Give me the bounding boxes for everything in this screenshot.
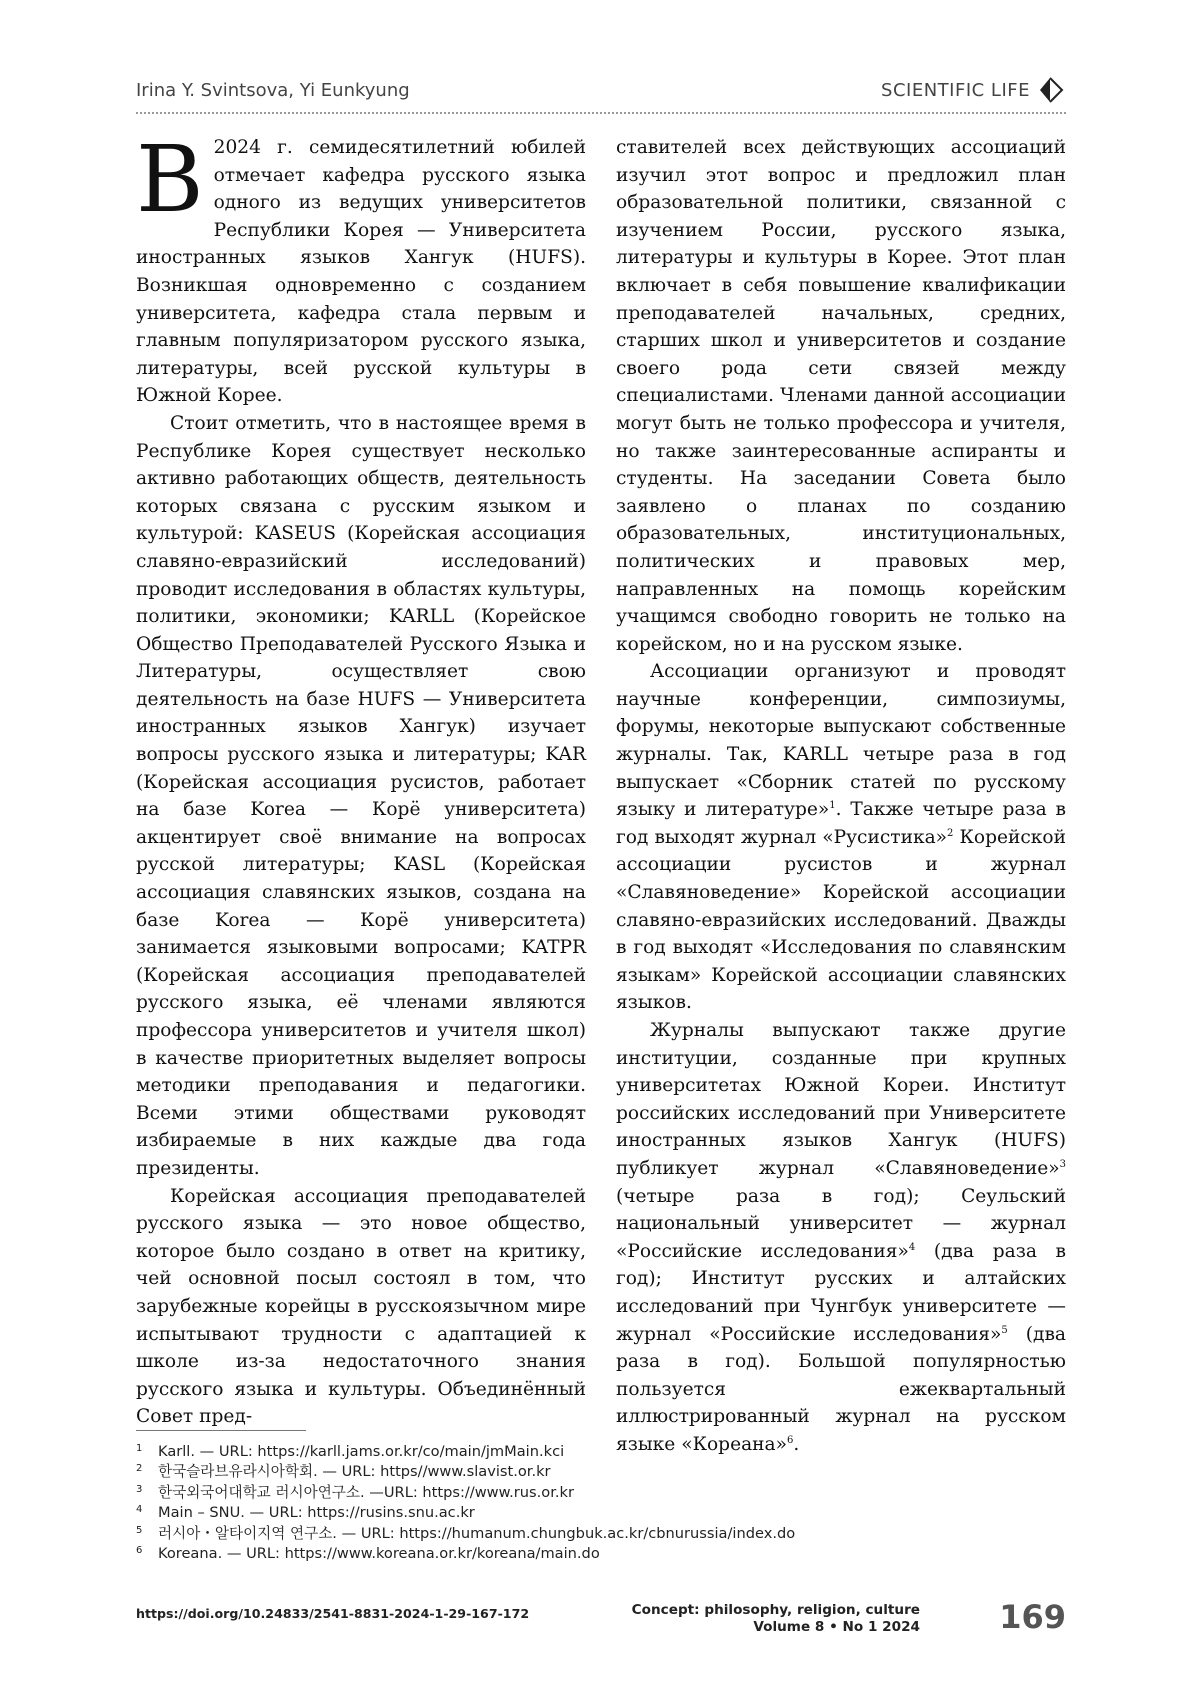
footnote-ref[interactable]: 5 <box>1001 1324 1008 1336</box>
header-divider <box>136 112 1066 114</box>
footnote-text[interactable]: Karll. — URL: https://karll.jams.or.kr/co/main/jmMain.kci <box>158 1443 565 1460</box>
footnote-ref[interactable]: 4 <box>908 1241 916 1253</box>
diamond-book-icon <box>1036 76 1066 104</box>
paragraph: Ассоциации организуют и проводят научные конференции, симпозиумы, форумы, некоторые выпускают собственные журналы. Так, KARLL четыре раза в год выпускает «Сборник статей по русскому языку и литературе»$^1$. Также четыре раза в год выходят журнал «Русистика»$^2$ Корейской ассоциации русистов и журнал «Славяноведение» Корейской ассоциации славяно-евразийских исследований. Дважды в год выходят «Исследования по славянским языкам» Корейской ассоциации славянских языков. <box>616 661 1066 1014</box>
footnote-number: 5 <box>136 1524 143 1536</box>
footnote <box>136 1544 1066 1564</box>
header-section-title: SCIENTIFIC LIFE <box>881 80 1030 101</box>
footnote <box>136 1442 1066 1462</box>
paragraph: Корейская ассоциация преподавателей русского языка — это новое общество, которое было создано в ответ на критику, чей основной посыл состоял в том, что зарубежные корейцы в русскоязычном мире испытывают трудности с адаптацией к школе из-за недостаточного знания русского языка и культуры. Объединённый Совет пред- <box>136 1185 586 1428</box>
running-header <box>136 76 1066 110</box>
footnote-text[interactable]: Koreana. — URL: https://www.koreana.or.kr/koreana/main.do <box>158 1545 600 1563</box>
footnote <box>136 1503 1066 1523</box>
footnote-ref[interactable]: 2 <box>947 827 954 839</box>
paragraph: В 2024 г. семидесятилетний юбилей отмечает кафедра русского языка одного из ведущих университетов Республики Корея — Университета иностранных языков Хангук (HUFS). Возникшая одновременно с созданием университета, кафедра стала первым и главным популяризатором русского языка, литературы, всей русской культуры в Южной Корее. <box>136 126 586 407</box>
doi-link[interactable]: https://doi.org/10.24833/2541-8831-2024-1-29-167-172 <box>136 1606 530 1621</box>
header-authors: Irina Y. Svintsova, Yi Eunkyung <box>136 80 410 101</box>
footnote-text[interactable]: Main – SNU. — URL: https://rusins.snu.ac.kr <box>158 1504 475 1522</box>
journal-info <box>540 1602 920 1636</box>
footnote-ref[interactable]: 1 <box>829 800 836 812</box>
footnote-number: 1 <box>136 1443 143 1454</box>
paragraph: ставителей всех действующих ассоциаций изучил этот вопрос и предложил план образовательной политики, связанной с изучением России, русского языка, литературы и культуры в Корее. Этот план включает в себя повышение квалификации преподавателей начальных, средних, старших школ и университетов и создание своего рода сети связей между специалистами. Членами данной ассоциации могут быть не только профессора и учителя, но также заинтересованные аспиранты и студенты. На заседании Совета было заявлено о планах по созданию образовательных, институциональных, политических и правовых мер, направленных на помощь корейским учащимся свободно говорить не только на корейском, но и на русском языке. <box>616 137 1066 655</box>
footnote-number: 3 <box>136 1483 143 1495</box>
footnote-text[interactable]: 한국슬라브유라시아학회. — URL: https//www.slavist.or.kr <box>158 1463 551 1481</box>
footnote-number: 6 <box>136 1545 143 1557</box>
footnote-number: 4 <box>136 1504 143 1516</box>
footnote-ref[interactable]: 6 <box>787 1434 794 1446</box>
footnote <box>136 1483 1066 1503</box>
journal-volume: Volume 8 • No 1 2024 <box>753 1619 920 1635</box>
footnote <box>136 1462 1066 1482</box>
footnote-number: 2 <box>136 1463 143 1475</box>
text-column-left <box>136 126 586 1428</box>
footnotes <box>136 1442 1066 1564</box>
footnote-divider <box>136 1430 306 1431</box>
footnote-ref[interactable]: 3 <box>1059 1158 1066 1170</box>
drop-cap: В <box>136 126 204 233</box>
page-number: 169 <box>999 1598 1066 1636</box>
page-footer <box>136 1598 1066 1648</box>
footnote-text[interactable]: 러시아・알타이지역 연구소. — URL: https://humanum.chungbuk.ac.kr/cbnurussia/index.do <box>158 1524 796 1542</box>
text-column-right <box>616 134 1066 1455</box>
journal-title: Concept: philosophy, religion, culture <box>631 1602 920 1618</box>
footnote <box>136 1524 1066 1544</box>
footnote-text[interactable]: 한국외국어대학교 러시아연구소. —URL: https://www.rus.or.kr <box>158 1483 574 1501</box>
paragraph: Журналы выпускают также другие институции, созданные при крупных университетах Южной Кореи. Институт российских исследований при Университете иностранных языков Хангук (HUFS) публикует журнал «Славяноведение»$^3$ (четыре раза в год); Сеульский национальный университет — журнал «Российские исследования»$^4$ (два раза в год); Институт русских и алтайских исследований при Чунгбук университете — журнал «Российские исследования»$^5$ (два раза в год). Большой популярностью пользуется ежеквартальный иллюстрированный журнал на русском языке «Кореана»$^6$. <box>616 1020 1066 1455</box>
paragraph: Стоит отметить, что в настоящее время в Республике Корея существует несколько активно работающих обществ, деятельность которых связана с русским языком и культурой: KASEUS (Корейская ассоциация славяно-евразийский исследований) проводит исследования в областях культуры, политики, экономики; KARLL (Корейское Общество Преподавателей Русского Языка и Литературы, осуществляет свою деятельность на базе HUFS — Университета иностранных языков Хангук) изучает вопросы русского языка и литературы; KAR (Корейская ассоциация русистов, работает на базе Korea — Корё университета) акцентирует своё внимание на вопросах русской литературы; KASL (Корейская ассоциация славянских языков, создана на базе Korea — Корё университета) занимается языковыми вопросами; KATPR (Корейская ассоциация преподавателей русского языка, её членами являются профессора университетов и учителя школ) в качестве приоритетных выделяет вопросы методики преподавания и педагогики. Всеми этими обществами руководят избираемые в них каждые два года президенты. <box>136 412 586 1179</box>
